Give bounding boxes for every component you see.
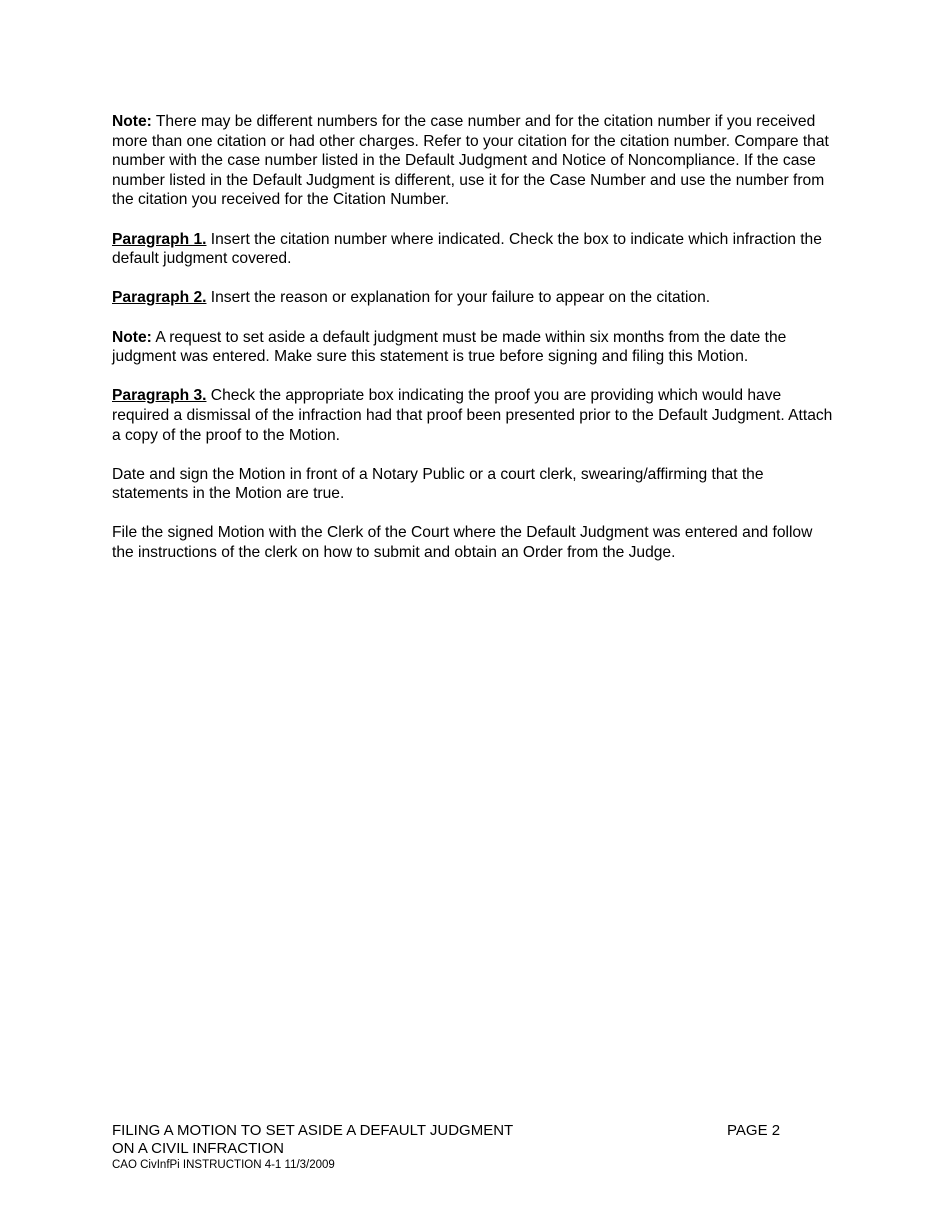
footer-form-id: CAO CivInfPi INSTRUCTION 4-1 11/3/2009 — [112, 1159, 335, 1171]
paragraph-1-instruction — [112, 230, 838, 269]
page-footer — [112, 1122, 802, 1173]
note-label: Note: — [112, 113, 152, 130]
sign-text: Date and sign the Motion in front of a Notary Public or a court clerk, swearing/affirming that the statements in the Motion are true. — [112, 465, 764, 503]
note-case-number — [112, 112, 838, 210]
file-instruction — [112, 523, 838, 562]
note-text: A request to set aside a default judgment must be made within six months from the date the judgment was entered. Make sure this statement is true before signing and filing this Motion. — [112, 328, 787, 366]
paragraph-1-label: Paragraph 1. — [112, 230, 207, 248]
paragraph-2-text: Insert the reason or explanation for your failure to appear on the citation. — [206, 289, 711, 307]
footer-title-line-2: ON A CIVIL INFRACTION — [112, 1140, 284, 1157]
footer-title-line-1: FILING A MOTION TO SET ASIDE A DEFAULT JUDGMENT — [112, 1122, 514, 1139]
note-six-months — [112, 328, 838, 367]
note-text: There may be different numbers for the case number and for the citation number if you received more than one citation or had other charges. Refer to your citation for the citation number. Compare that number with the case number listed in the Default Judgment and Notice of Noncompliance. If the case number listed in the Default Judgment is different, use it for the Case Number and use the number from the citation you received for the Citation Number. — [112, 113, 829, 209]
instructions-body — [112, 112, 838, 582]
file-text: File the signed Motion with the Clerk of the Court where the Default Judgment was entered and follow the instructions of the clerk on how to submit and obtain an Order from the Judge. — [112, 524, 813, 562]
page-number: PAGE 2 — [727, 1122, 781, 1139]
paragraph-3-text: Check the appropriate box indicating the proof you are providing which would have required a dismissal of the infraction had that proof been presented prior to the Default Judgment. Attach a copy of the proof to the Motion. — [112, 387, 833, 444]
sign-instruction — [112, 465, 838, 504]
paragraph-2-instruction — [112, 288, 838, 308]
paragraph-2-label: Paragraph 2. — [112, 289, 207, 307]
note-label: Note: — [112, 328, 152, 346]
paragraph-1-text: Insert the citation number where indicated. Check the box to indicate which infraction the default judgment covered. — [112, 230, 822, 268]
paragraph-3-instruction — [112, 386, 838, 445]
paragraph-3-label: Paragraph 3. — [112, 387, 207, 405]
